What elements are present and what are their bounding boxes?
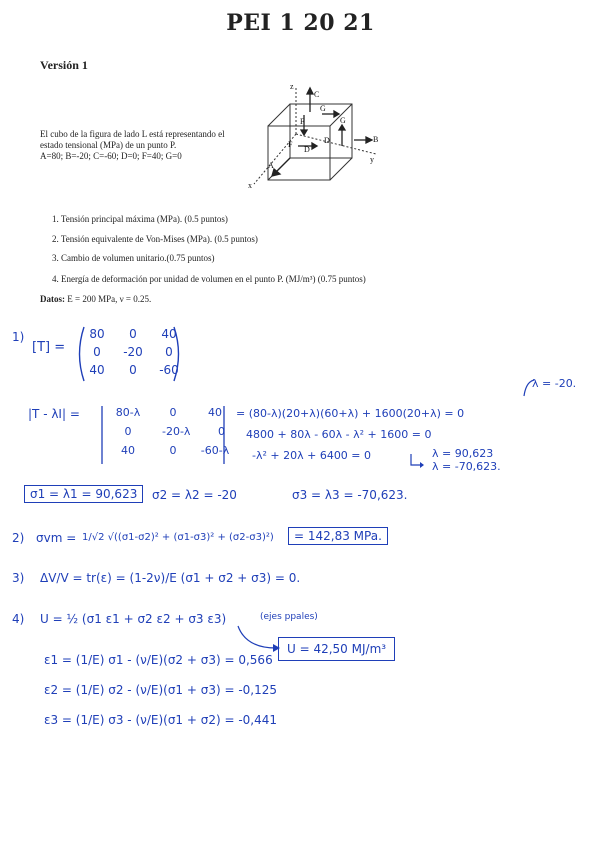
solution-2-number: 2) — [12, 531, 25, 545]
result-arrow — [236, 624, 282, 654]
strain-energy-formula: U = ½ (σ1 ε1 + σ2 ε2 + σ3 ε3) — [40, 612, 227, 626]
stress-tensor-lhs: [T] = — [32, 340, 66, 355]
det-cell: 0 — [124, 425, 132, 438]
sigma-3: σ3 = λ3 = -70,623. — [292, 488, 408, 502]
label-D-side: D — [324, 136, 330, 145]
det-cell: 40 — [121, 444, 135, 457]
principal-axes-note: (ejes ppales) — [260, 612, 318, 622]
determinant-matrix — [108, 406, 238, 457]
question-3: 3. Cambio de volumen unitario.(0.75 puntos) — [52, 253, 215, 263]
det-cell: -20-λ — [162, 425, 191, 438]
det-row-3 — [108, 444, 238, 457]
label-G-top: G — [320, 104, 326, 113]
datos-value: E = 200 MPa, ν = 0.25. — [67, 294, 152, 304]
det-row-2 — [108, 425, 238, 438]
matrix-cell: 40 — [89, 363, 105, 377]
roots-arrow — [408, 452, 426, 470]
characteristic-lhs: |T - λI| = — [28, 407, 80, 421]
solution-1-number: 1) — [12, 330, 25, 344]
characteristic-eq-1: = (80-λ)(20+λ)(60+λ) + 1600(20+λ) = 0 — [236, 407, 465, 420]
sigma-1-boxed: σ1 = λ1 = 90,623 — [24, 485, 143, 503]
matrix-row-3 — [86, 363, 180, 377]
statement-line-1: El cubo de la figura de lado L está representando el — [40, 129, 225, 139]
stress-matrix — [86, 327, 180, 377]
von-mises-formula: 1/√2 √((σ1-σ2)² + (σ1-σ3)² + (σ2-σ3)²) — [82, 532, 274, 543]
question-1: 1. Tensión principal máxima (MPa). (0.5 puntos) — [52, 214, 228, 224]
root-1: λ = 90,623 — [432, 447, 494, 460]
von-mises-result: = 142,83 MPa. — [288, 527, 388, 545]
det-cell: 40 — [208, 406, 222, 419]
det-cell: 0 — [217, 425, 225, 438]
version-heading: Versión 1 — [40, 58, 88, 72]
matrix-cell: 40 — [161, 327, 177, 341]
label-A: A — [268, 161, 274, 170]
label-C: C — [314, 90, 320, 99]
statement-line-3: A=80; B=-20; C=-60; D=0; F=40; G=0 — [40, 151, 182, 161]
question-2: 2. Tensión equivalente de Von-Mises (MPa). (0.5 puntos) — [52, 234, 258, 244]
det-cell: -60-λ — [200, 444, 230, 457]
datos-line — [40, 294, 151, 304]
statement-line-2: estado tensional (MPa) de un punto P. — [40, 140, 177, 150]
matrix-cell: 0 — [165, 345, 173, 359]
label-D-front: D — [304, 145, 310, 154]
det-cell: 0 — [169, 444, 177, 457]
matrix-cell: 0 — [129, 363, 137, 377]
strain-energy-result: U = 42,50 MJ/m³ — [278, 637, 395, 661]
root-2: λ = -70,623. — [432, 460, 501, 473]
matrix-row-2 — [86, 345, 180, 359]
matrix-cell: 0 — [129, 327, 137, 341]
label-G-side: G — [340, 116, 346, 125]
characteristic-eq-3: -λ² + 20λ + 6400 = 0 — [252, 449, 372, 462]
axis-z-label: z — [290, 82, 294, 91]
matrix-cell: -20 — [123, 345, 143, 359]
volume-change-equation: ΔV/V = tr(ε) = (1-2ν)/E (σ1 + σ2 + σ3) = 0. — [40, 571, 301, 585]
characteristic-eq-2: 4800 + 80λ - 60λ - λ² + 1600 = 0 — [246, 428, 432, 441]
det-cell: 0 — [169, 406, 177, 419]
solution-3-number: 3) — [12, 571, 25, 585]
stress-cube-figure — [238, 80, 388, 192]
strain-epsilon-3: ε3 = (1/E) σ3 - (ν/E)(σ1 + σ2) = -0,441 — [44, 713, 278, 727]
strain-epsilon-1: ε1 = (1/E) σ1 - (ν/E)(σ2 + σ3) = 0,566 — [44, 653, 273, 667]
strain-epsilon-2: ε2 = (1/E) σ2 - (ν/E)(σ1 + σ3) = -0,125 — [44, 683, 278, 697]
solution-4-number: 4) — [12, 612, 25, 626]
lambda-note: λ = -20. — [532, 377, 577, 390]
det-cell: 80-λ — [115, 406, 141, 419]
det-row-1 — [108, 406, 238, 419]
matrix-row-1 — [86, 327, 180, 341]
page-title: PEI 1 20 21 — [226, 10, 375, 36]
matrix-cell: -60 — [159, 363, 179, 377]
matrix-cell: 0 — [93, 345, 101, 359]
matrix-cell: 80 — [89, 327, 105, 341]
axis-y-label: y — [370, 155, 374, 164]
datos-label: Datos: — [40, 294, 65, 304]
axis-x-label: x — [248, 181, 252, 190]
label-B: B — [373, 135, 379, 144]
label-F-top: F — [300, 117, 305, 126]
label-F-front: F — [288, 140, 293, 149]
sigma-2: σ2 = λ2 = -20 — [152, 488, 237, 502]
question-4: 4. Energía de deformación por unidad de volumen en el punto P. (MJ/m³) (0.75 puntos) — [52, 274, 366, 284]
von-mises-lhs: σvm = — [36, 531, 77, 545]
